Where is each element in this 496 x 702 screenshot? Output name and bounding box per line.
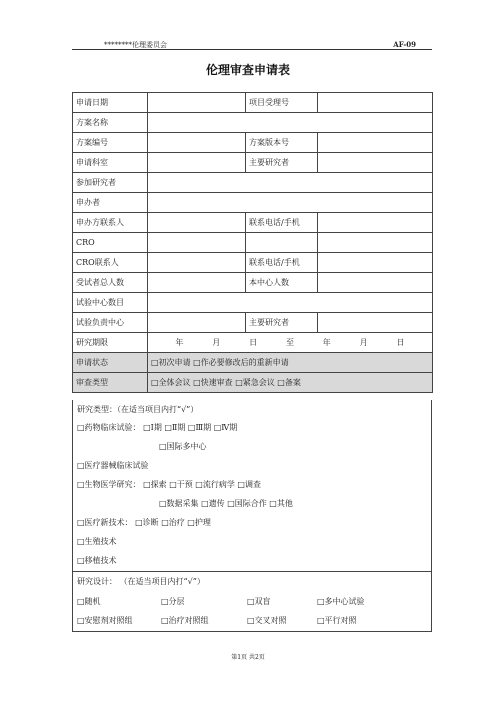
option-stratified[interactable]: □分层 (161, 597, 185, 606)
field-center-lead[interactable] (148, 313, 246, 333)
period-year-start: 年 (175, 338, 184, 347)
period-month-start: 月 (212, 338, 221, 347)
option-treatment-control[interactable]: □治疗对照组 (161, 616, 209, 625)
option-parallel[interactable]: □平行对照 (317, 616, 357, 625)
status-options[interactable]: □初次申请 □作必要修改后的重新申请 (148, 353, 433, 373)
field-scheme-no[interactable] (148, 133, 246, 153)
page-footer: 第1页 共2页 (231, 654, 265, 661)
label-phone1: 联系电话/手机 (246, 213, 318, 233)
field-sponsor-contact[interactable] (148, 213, 246, 233)
field-centers[interactable] (148, 293, 433, 313)
option-double-blind[interactable]: □双盲 (247, 597, 271, 606)
period-year-end: 年 (322, 338, 331, 347)
header-form-code: AF-09 (393, 40, 416, 49)
field-project-no[interactable] (318, 93, 433, 113)
label-apply-date: 申请日期 (73, 93, 148, 113)
blank-cell (318, 233, 433, 253)
label-participants: 参加研究者 (73, 173, 148, 193)
field-period[interactable] (148, 333, 433, 353)
label-cro: CRO (73, 233, 148, 253)
option-crossover[interactable]: □交叉对照 (247, 616, 287, 625)
field-center-count[interactable] (318, 273, 433, 293)
option-multicenter[interactable]: □多中心试验 (317, 597, 365, 606)
research-design-section (72, 572, 432, 632)
label-project-no: 项目受理号 (246, 93, 318, 113)
label-dept: 申请科室 (73, 153, 148, 173)
label-status: 申请状态 (73, 353, 148, 373)
label-scheme-no: 方案编号 (73, 133, 148, 153)
option-random[interactable]: □随机 (77, 597, 101, 606)
field-cro-contact[interactable] (148, 253, 246, 273)
label-center-lead: 试验负责中心 (73, 313, 148, 333)
blank-cell (246, 233, 318, 253)
period-day-start: 日 (249, 338, 258, 347)
field-sponsor[interactable] (148, 193, 433, 213)
option-device-trial[interactable]: □医疗器械临床试验 (77, 461, 149, 470)
field-scheme-ver[interactable] (318, 133, 433, 153)
field-pi[interactable] (318, 153, 433, 173)
label-sponsor-contact: 申办方联系人 (73, 213, 148, 233)
label-centers: 试验中心数目 (73, 293, 148, 313)
label-pi2: 主要研究者 (246, 313, 318, 333)
field-phone1[interactable] (318, 213, 433, 233)
field-participants[interactable] (148, 173, 433, 193)
field-subjects-total[interactable] (148, 273, 246, 293)
field-apply-date[interactable] (148, 93, 246, 113)
option-transplant[interactable]: □移植技术 (77, 556, 117, 565)
label-pi: 主要研究者 (246, 153, 318, 173)
header-org: ********伦理委员会 (104, 41, 167, 49)
field-scheme-name[interactable] (148, 113, 433, 133)
label-sponsor: 申办者 (73, 193, 148, 213)
label-phone2: 联系电话/手机 (246, 253, 318, 273)
field-phone2[interactable] (318, 253, 433, 273)
page-title: 伦理审查申请表 (205, 63, 290, 77)
research-design-heading: 研究设计： （在适当项目内打“√”） (77, 577, 205, 586)
label-scheme-ver: 方案版本号 (246, 133, 318, 153)
option-drug-trial[interactable]: □药物临床试验： □Ⅰ期 □Ⅱ期 □Ⅲ期 □Ⅳ期 (77, 423, 238, 432)
research-type-section (72, 400, 432, 572)
review-type-options[interactable]: □全体会议 □快速审查 □紧急会议 □备案 (148, 373, 433, 393)
option-biomedical-more[interactable]: □数据采集 □遗传 □国际合作 □其他 (159, 499, 293, 508)
period-month-end: 月 (359, 338, 368, 347)
option-biomedical[interactable]: □生物医学研究： □探索 □干预 □流行病学 □调查 (77, 480, 261, 489)
field-pi2[interactable] (318, 313, 433, 333)
label-center-count: 本中心人数 (246, 273, 318, 293)
application-form-table (72, 92, 433, 393)
option-reproduction[interactable]: □生殖技术 (77, 537, 117, 546)
field-cro[interactable] (148, 233, 246, 253)
period-day-end: 日 (396, 338, 405, 347)
label-period: 研究期限 (73, 333, 148, 353)
label-cro-contact: CRO联系人 (73, 253, 148, 273)
field-dept[interactable] (148, 153, 246, 173)
option-international[interactable]: □国际多中心 (159, 442, 207, 451)
research-type-heading: 研究类型：（在适当项目内打“√”） (77, 405, 199, 414)
period-to: 至 (285, 338, 294, 347)
option-new-tech[interactable]: □医疗新技术： □诊断 □治疗 □护理 (77, 518, 211, 527)
label-subjects-total: 受试者总人数 (73, 273, 148, 293)
label-scheme-name: 方案名称 (73, 113, 148, 133)
option-placebo[interactable]: □安慰剂对照组 (77, 616, 133, 625)
label-review-type: 审查类型 (73, 373, 148, 393)
header-divider (72, 49, 432, 50)
